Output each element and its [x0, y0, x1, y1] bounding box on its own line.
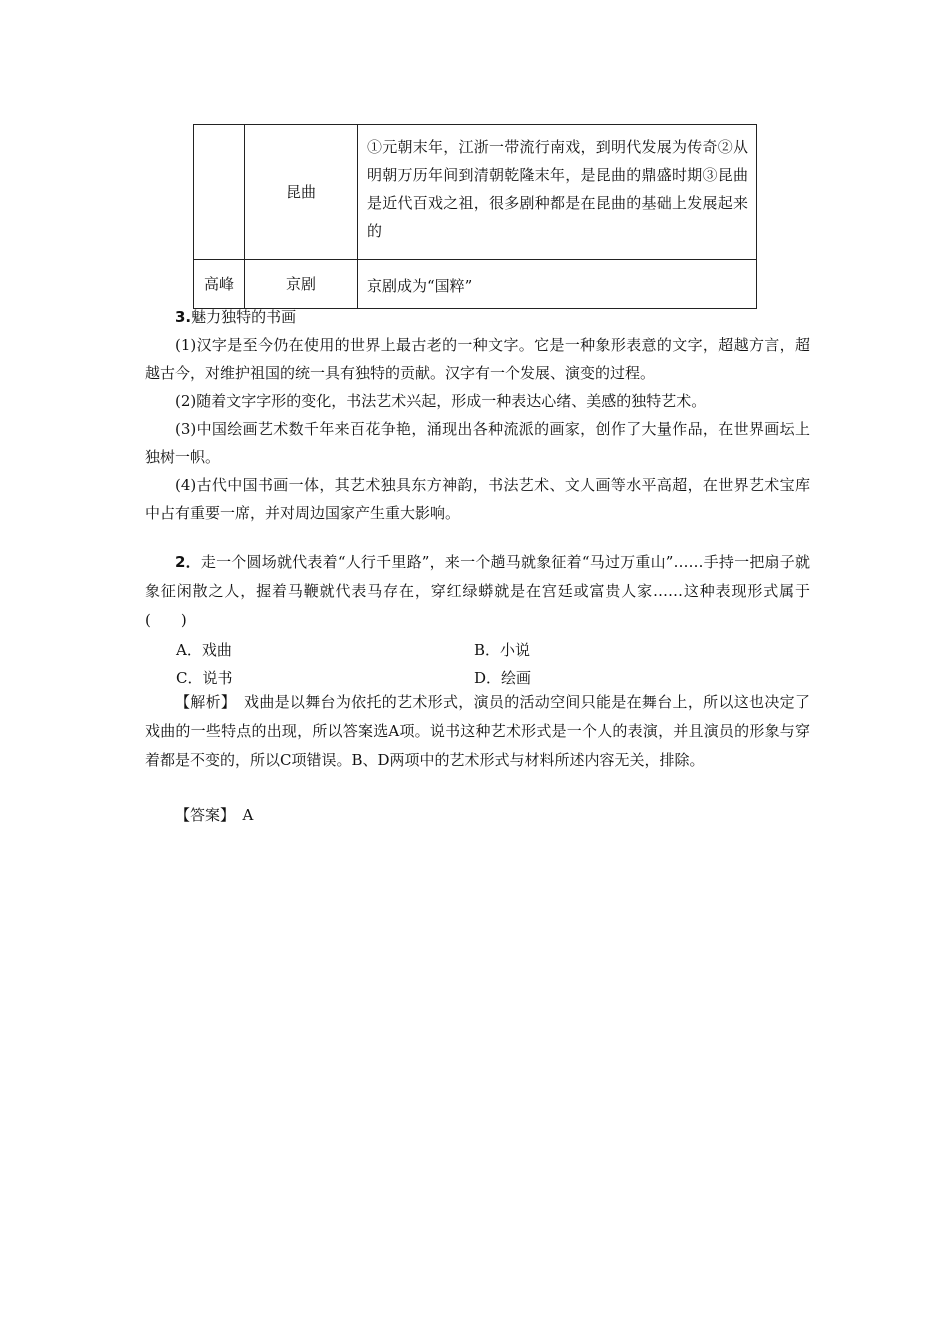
section-title: 魅力独特的书画	[191, 308, 297, 326]
option-c: C．说书	[176, 669, 233, 687]
stage-cell	[194, 125, 245, 260]
option-a: A．戏曲	[176, 641, 232, 659]
table-row	[194, 260, 757, 309]
opera-name-cell: 京剧	[245, 260, 358, 309]
answer-line	[175, 801, 253, 830]
answer-value: A	[227, 806, 254, 824]
stage-cell: 高峰	[194, 260, 245, 309]
section-heading	[175, 303, 296, 331]
description-cell: ①元朝末年，江浙一带流行南戏，到明代发展为传奇②从明朝万历年间到清朝乾隆末年，是昆曲的鼎盛时期③昆曲是近代百戏之祖，很多剧种都是在昆曲的基础上发展起来的	[358, 125, 757, 260]
section-number: 3.	[175, 308, 192, 326]
table-row	[194, 125, 757, 260]
opera-table	[193, 124, 757, 309]
description-cell: 京剧成为“国粹”	[358, 260, 757, 309]
question-text: 走一个圆场就代表着“人行千里路”，来一个趟马就象征着“马过万重山”……手持一把扇子就象征闲散之人，握着马鞭就代表马存在，穿红绿蟒就是在宫廷或富贵人家……这种表现形式属于( )	[145, 553, 810, 629]
answer-label: 【答案】	[175, 806, 228, 824]
paragraph: (1)汉字是至今仍在使用的世界上最古老的一种文字。它是一种象形表意的文字，超越方言，超越古今，对维护祖国的统一具有独特的贡献。汉字有一个发展、演变的过程。	[145, 336, 810, 382]
opera-name-cell: 昆曲	[245, 125, 358, 260]
analysis-block	[145, 688, 810, 775]
analysis-label: 【解析】	[175, 693, 229, 711]
analysis-text: 戏曲是以舞台为依托的艺术形式，演员的活动空间只能是在舞台上，所以这也决定了戏曲的一些特点的出现，所以答案选A项。说书这种艺术形式是一个人的表演，并且演员的形象与穿着都是不变的，所以C项错误。B、D两项中的艺术形式与材料所述内容无关，排除。	[145, 693, 810, 769]
question-block	[145, 548, 810, 635]
paragraph: (3)中国绘画艺术数千年来百花争艳，涌现出各种流派的画家，创作了大量作品，在世界画坛上独树一帜。	[145, 420, 810, 466]
option-b: B．小说	[474, 641, 531, 659]
paragraph: (2)随着文字字形的变化，书法艺术兴起，形成一种表达心绪、美感的独特艺术。	[175, 392, 707, 410]
question-stem	[145, 548, 810, 635]
analysis-paragraph	[145, 688, 810, 775]
question-number: 2．	[175, 553, 201, 571]
paragraph: (4)古代中国书画一体，其艺术独具东方神韵，书法艺术、文人画等水平高超，在世界艺术宝库中占有重要一席，并对周边国家产生重大影响。	[145, 476, 810, 522]
section-body	[145, 331, 810, 527]
option-d: D．绘画	[474, 669, 532, 687]
